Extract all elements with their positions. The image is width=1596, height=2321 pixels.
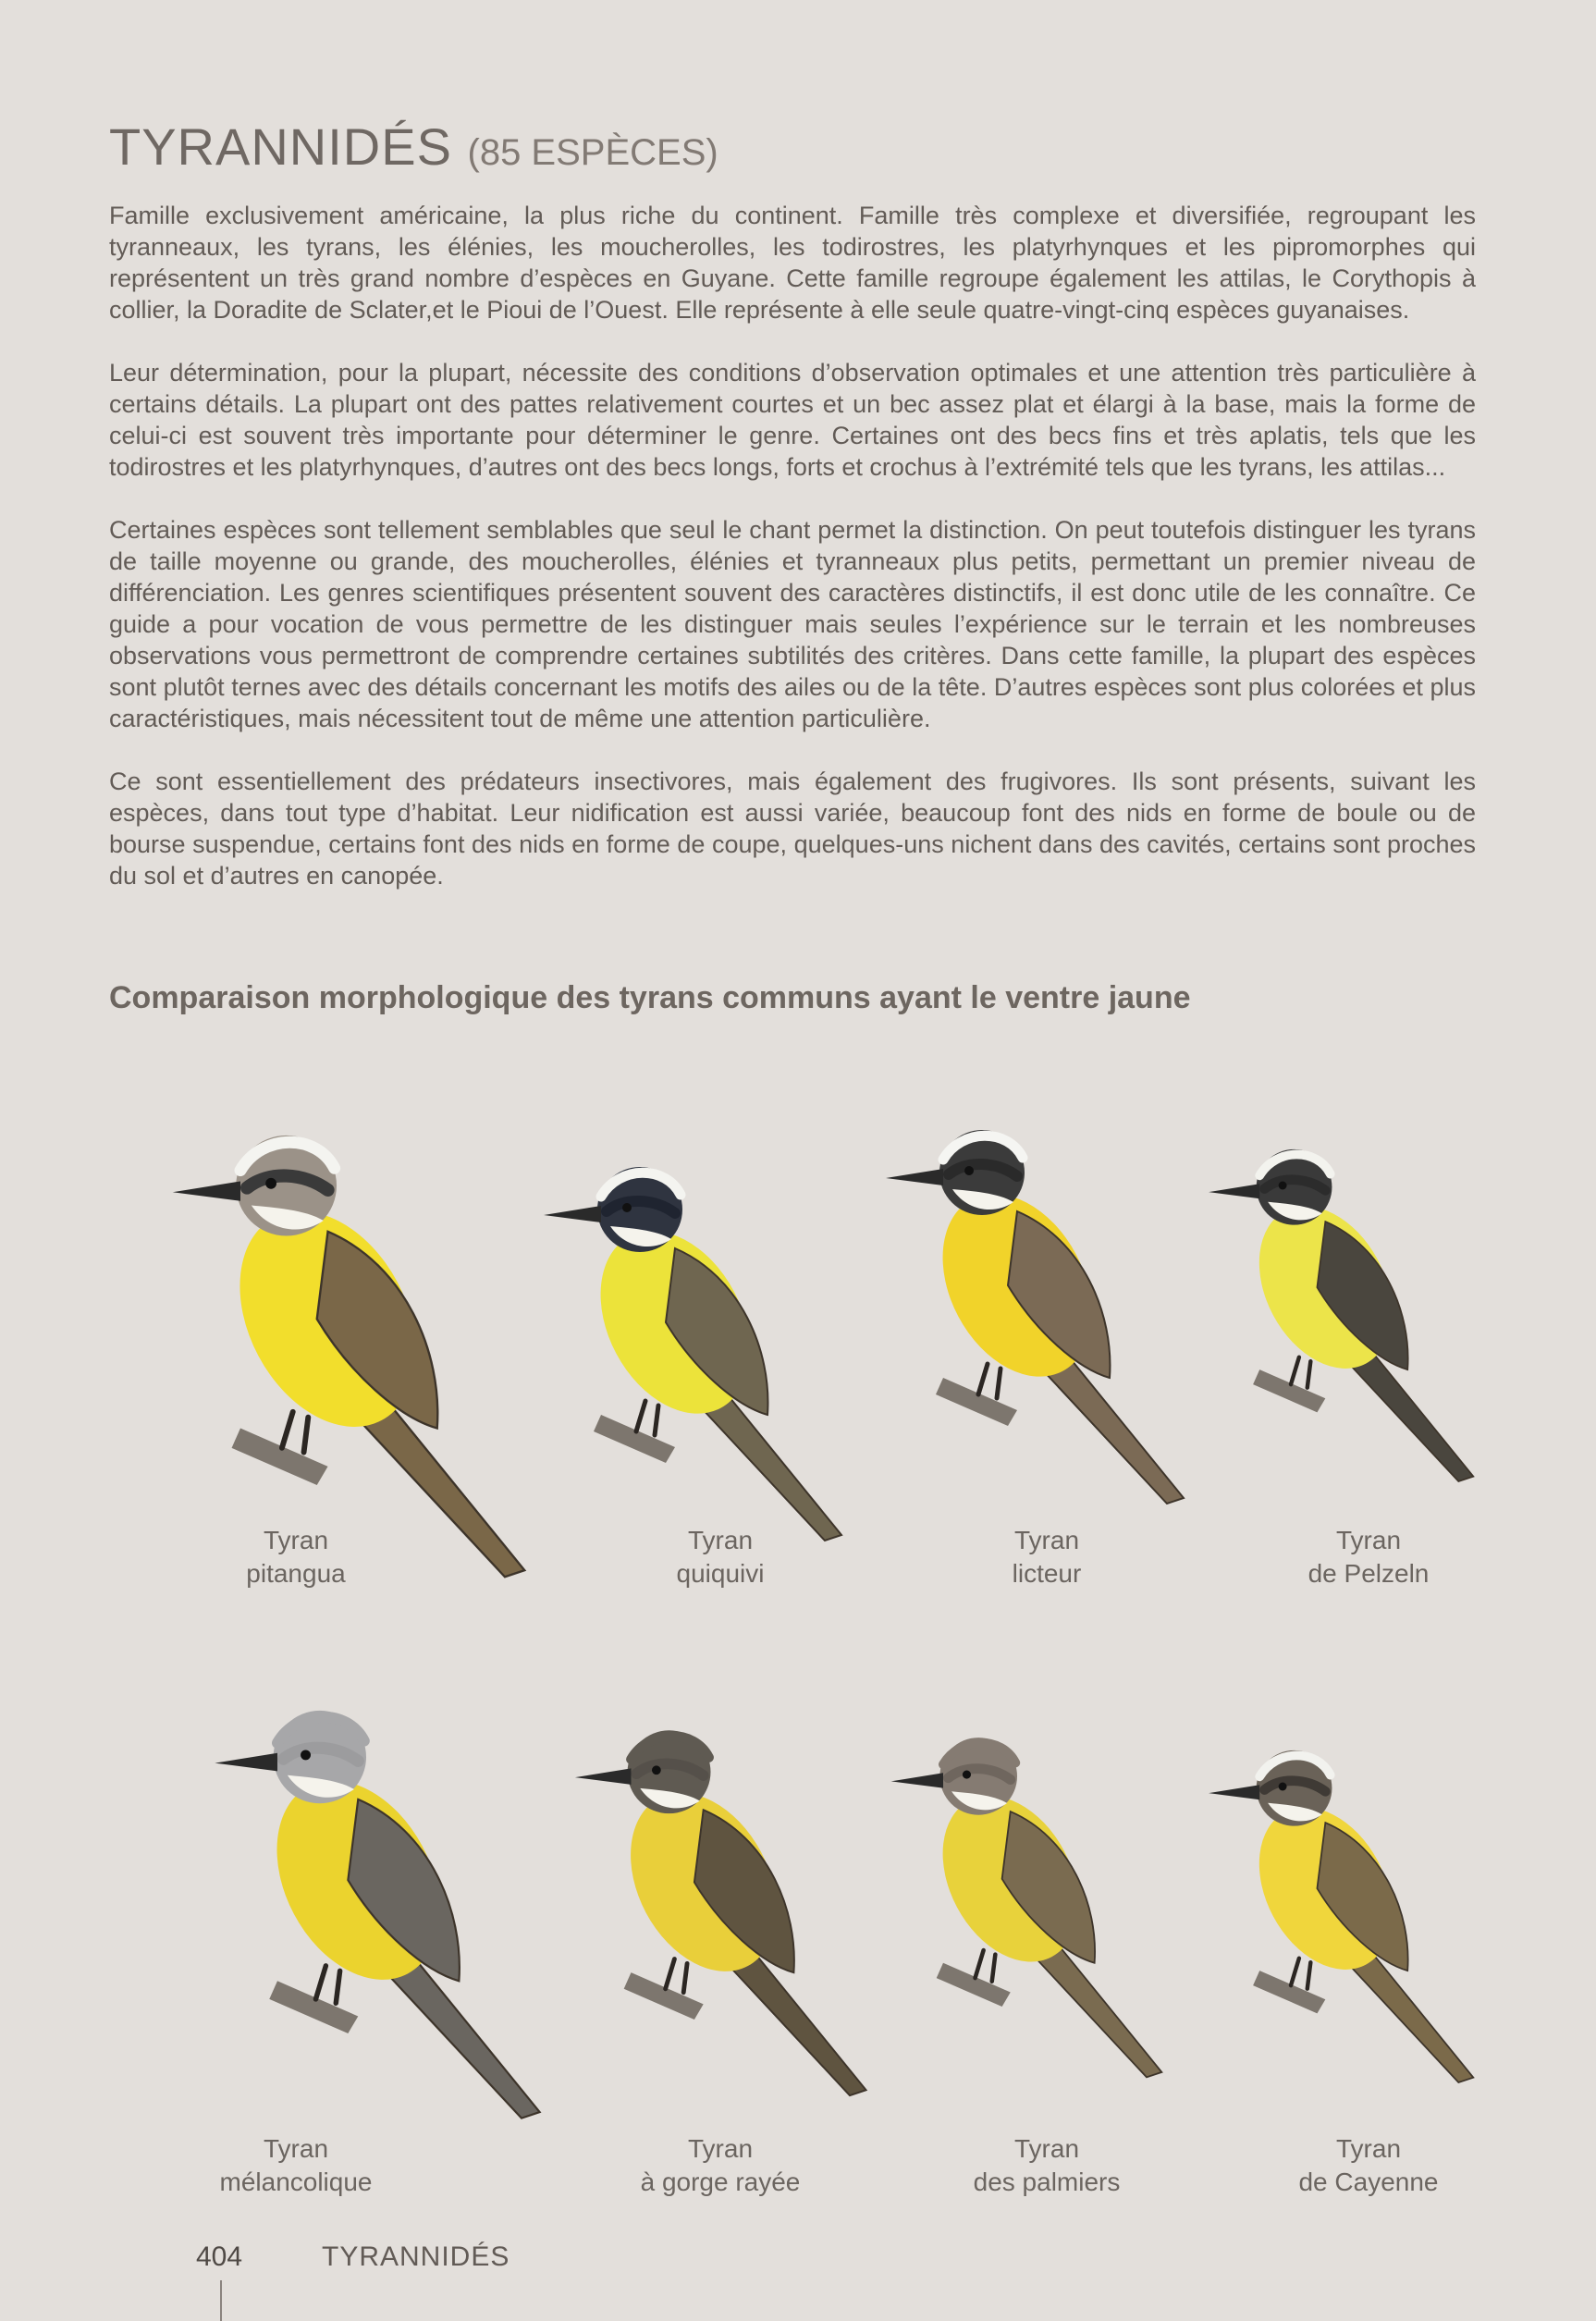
perch <box>594 1415 675 1463</box>
bird-group <box>215 1711 539 2118</box>
legs <box>1291 1357 1310 1388</box>
species-count: (85 ESPÈCES) <box>467 132 718 173</box>
caption-cayenne <box>1221 2132 1516 2199</box>
bird-illustration <box>120 1100 601 1581</box>
bird-group <box>575 1730 866 2095</box>
caption-line: licteur <box>1012 1559 1082 1588</box>
paragraph: Famille exclusivement américaine, la plus riche du continent. Famille très complexe et diversifiée, regroupant les tyranneaux, les tyrans, les élénies, les moucherolles, les todirostres, les platyrhynques et les pipromorphes qui représentent un très grand nombre d’espèces en Guyane. Cette famille regroupe également les attilas, le Corythopis à collier, la Doradite de Sclater,et le Pioui de l’Ouest. Elle représente à elle seule quatre-vingt-cinq espèces guyanaises. <box>109 202 1476 324</box>
bird-illustration <box>1202 1082 1498 1526</box>
caption-line: Tyran <box>1013 2134 1080 2163</box>
bird-photo-cayenne <box>1202 1706 1498 2104</box>
running-footer: TYRANNIDÉS <box>322 2241 510 2272</box>
bird-group <box>891 1738 1162 2077</box>
tail <box>1034 1937 1161 2077</box>
caption-line: Tyran <box>1335 2134 1402 2163</box>
caption-melancolique <box>148 2132 444 2199</box>
caption-line: de Cayenne <box>1298 2167 1439 2196</box>
legs <box>978 1364 1001 1398</box>
footer-rule <box>220 2280 222 2321</box>
legs <box>1291 1959 1310 1989</box>
bird-group <box>1209 1149 1473 1481</box>
caption-line: Tyran <box>687 2134 754 2163</box>
bird-illustration <box>536 1110 869 1572</box>
eye <box>301 1750 311 1760</box>
caption-line: quiquivi <box>676 1559 765 1588</box>
legs <box>666 1959 687 1993</box>
paragraph: Ce sont essentiellement des prédateurs insectivores, mais également des frugivores. Ils sont présents, suivant les espèces, dans tout type d’habitat. Leur nidification est aussi variée, beaucoup font des nids en forme de boule ou de bourse suspendue, certains font des nids en forme de coupe, quelques-uns nichent dans des cavités, certains sont proches du sol et d’autres en canopée. <box>109 768 1476 890</box>
perch <box>232 1429 328 1485</box>
tail <box>1348 1345 1473 1481</box>
beak <box>1209 1785 1259 1799</box>
perch <box>936 1378 1017 1426</box>
caption-line: Tyran <box>263 2134 329 2163</box>
eye <box>963 1771 971 1779</box>
bird-group <box>1209 1750 1473 2082</box>
perch <box>269 1981 358 2033</box>
tail <box>729 1946 866 2095</box>
bird-photo-pitangua <box>120 1100 601 1581</box>
caption-palmiers <box>899 2132 1195 2199</box>
caption-line: Tyran <box>687 1526 754 1554</box>
bird-photo-licteur <box>869 1100 1221 1507</box>
paragraph: Leur détermination, pour la plupart, nécessite des conditions d’observation optimales et une attention très particulière à certains détails. La plupart ont des pattes relativement courtes et un bec assez plat et élargi à la base, mais la forme de celui-ci est souvent très importante pour déterminer le genre. Certaines ont des becs fins et très aplatis, tels que les todirostres et les platyrhynques, d’autres ont des becs longs, forts et crochus à l’extrémité tels que les tyrans, les attilas... <box>109 359 1476 481</box>
tail <box>1043 1350 1184 1504</box>
caption-line: Tyran <box>1013 1526 1080 1554</box>
caption-line: de Pelzeln <box>1307 1559 1430 1588</box>
perch <box>1253 1369 1325 1412</box>
tail <box>387 1951 540 2118</box>
perch <box>937 1963 1011 2007</box>
caption-pelzeln <box>1221 1524 1516 1590</box>
beak <box>544 1206 601 1222</box>
caption-line: à gorge rayée <box>640 2167 801 2196</box>
section-heading: Comparaison morphologique des tyrans communs ayant le ventre jaune <box>109 980 1191 1015</box>
caption-line: mélancolique <box>219 2167 373 2196</box>
beak <box>575 1768 632 1785</box>
legs <box>315 1966 339 2003</box>
page-number: 404 <box>196 2241 243 2272</box>
caption-gorge-rayee <box>572 2132 868 2199</box>
caption-line: Tyran <box>1335 1526 1402 1554</box>
perch <box>1253 1971 1325 2013</box>
eye <box>622 1203 632 1212</box>
paragraph: Certaines espèces sont tellement semblables que seul le chant permet la distinction. On peut toutefois distinguer les tyrans de taille moyenne ou grande, des moucherolles, élénies et tyranneaux plus petits, permettant un premier niveau de différenciation. Les genres scientifiques présentent souvent des caractères distinctifs, il est donc utile de les connaître. Ce guide a pour vocation de vous permettre de les distinguer mais seules l’expérience sur le terrain et les nombreuses observations vous permettront de comprendre certaines subtilités des critères. Dans cette famille, la plupart des espèces sont plutôt ternes avec des détails concernant les motifs des ailes ou de la tête. D’autres espèces sont plus colorées et plus caractéristiques, mais nécessitent tout de même une attention particulière. <box>109 516 1476 732</box>
legs <box>282 1412 308 1453</box>
bird-illustration <box>869 1100 1221 1507</box>
caption-line: des palmiers <box>973 2167 1121 2196</box>
perch <box>624 1972 704 2020</box>
beak <box>891 1773 943 1787</box>
bird-illustration <box>851 1711 1221 2081</box>
bird-group <box>544 1167 841 1541</box>
beak <box>173 1181 240 1200</box>
eye <box>1279 1182 1287 1190</box>
tail <box>701 1387 841 1541</box>
tail <box>1348 1946 1473 2082</box>
legs <box>636 1401 658 1435</box>
caption-pitangua <box>148 1524 444 1590</box>
bird-group <box>886 1130 1184 1504</box>
eye <box>652 1765 661 1775</box>
caption-quiquivi <box>572 1524 868 1590</box>
eye <box>265 1178 276 1189</box>
bird-photo-pelzeln <box>1202 1082 1498 1526</box>
bird-photo-quiquivi <box>536 1110 869 1572</box>
caption-licteur <box>899 1524 1195 1590</box>
legs <box>976 1950 996 1982</box>
eye <box>1279 1783 1287 1791</box>
caption-line: Tyran <box>263 1526 329 1554</box>
bird-illustration <box>1202 1706 1498 2104</box>
eye <box>964 1166 974 1175</box>
beak <box>215 1753 277 1772</box>
family-name: TYRANNIDÉS <box>109 117 452 176</box>
beak <box>1209 1184 1259 1198</box>
bird-group <box>173 1136 525 1577</box>
caption-line: pitangua <box>246 1559 346 1588</box>
intro-text <box>109 200 1476 923</box>
page-title <box>109 117 718 177</box>
bird-photo-palmiers <box>851 1711 1221 2081</box>
beak <box>886 1169 943 1185</box>
